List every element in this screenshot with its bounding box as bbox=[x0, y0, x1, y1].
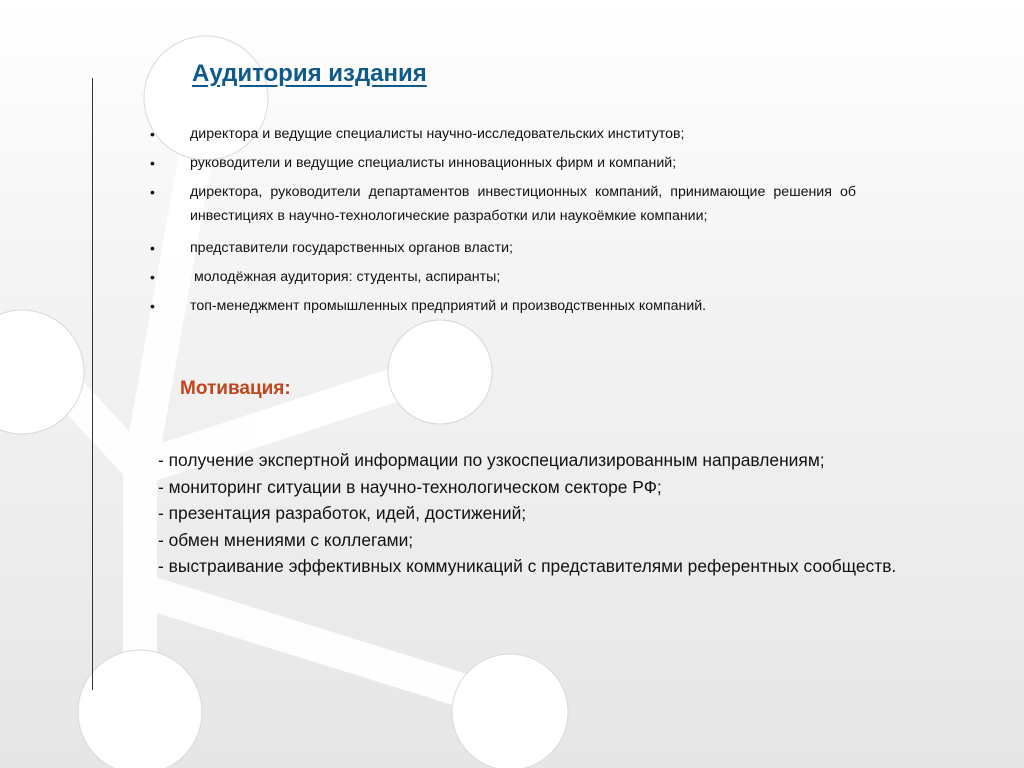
bullet-icon: • bbox=[150, 155, 155, 171]
page-title: Аудитория издания bbox=[192, 60, 427, 87]
list-item: - обмен мнениями с коллегами; bbox=[158, 529, 414, 550]
list-item: - получение экспертной информации по узкоспециализированным направлениям; bbox=[158, 450, 825, 470]
list-item: • директора и ведущие специалисты научно-исследовательских институтов; bbox=[150, 122, 856, 146]
molecule-atom bbox=[78, 650, 202, 768]
list-item: - презентация разработок, идей, достижений; bbox=[158, 503, 527, 523]
list-item: • руководители и ведущие специалисты инновационных фирм и компаний; bbox=[150, 151, 856, 175]
molecule-atom bbox=[452, 654, 568, 768]
bullet-icon: • bbox=[150, 126, 155, 142]
list-item: • молодёжная аудитория: студенты, аспиранты; bbox=[150, 265, 856, 289]
bullet-icon: • bbox=[150, 269, 155, 285]
list-item: • представители государственных органов власти; bbox=[150, 236, 856, 260]
list-item: - выстраивание эффективных коммуникаций с представителями референтных сообществ. bbox=[158, 556, 897, 576]
bullet-icon: • bbox=[150, 240, 155, 256]
vertical-divider-line bbox=[92, 78, 93, 690]
list-item: • топ-менеджмент промышленных предприятий и производственных компаний. bbox=[150, 294, 856, 318]
list-item: - мониторинг ситуации в научно-технологическом секторе РФ; bbox=[158, 476, 662, 497]
molecule-atom bbox=[388, 320, 492, 424]
bullet-icon: • bbox=[150, 184, 155, 200]
list-item: • директора, руководители департаментов инвестиционных компаний, принимающие решения об инвестициях в научно-технологические разработки или наукоёмкие компании; bbox=[150, 180, 856, 228]
bullet-icon: • bbox=[150, 298, 155, 314]
motivation-heading: Мотивация: bbox=[180, 378, 291, 399]
motivation-list bbox=[158, 447, 958, 580]
audience-list bbox=[150, 122, 856, 323]
